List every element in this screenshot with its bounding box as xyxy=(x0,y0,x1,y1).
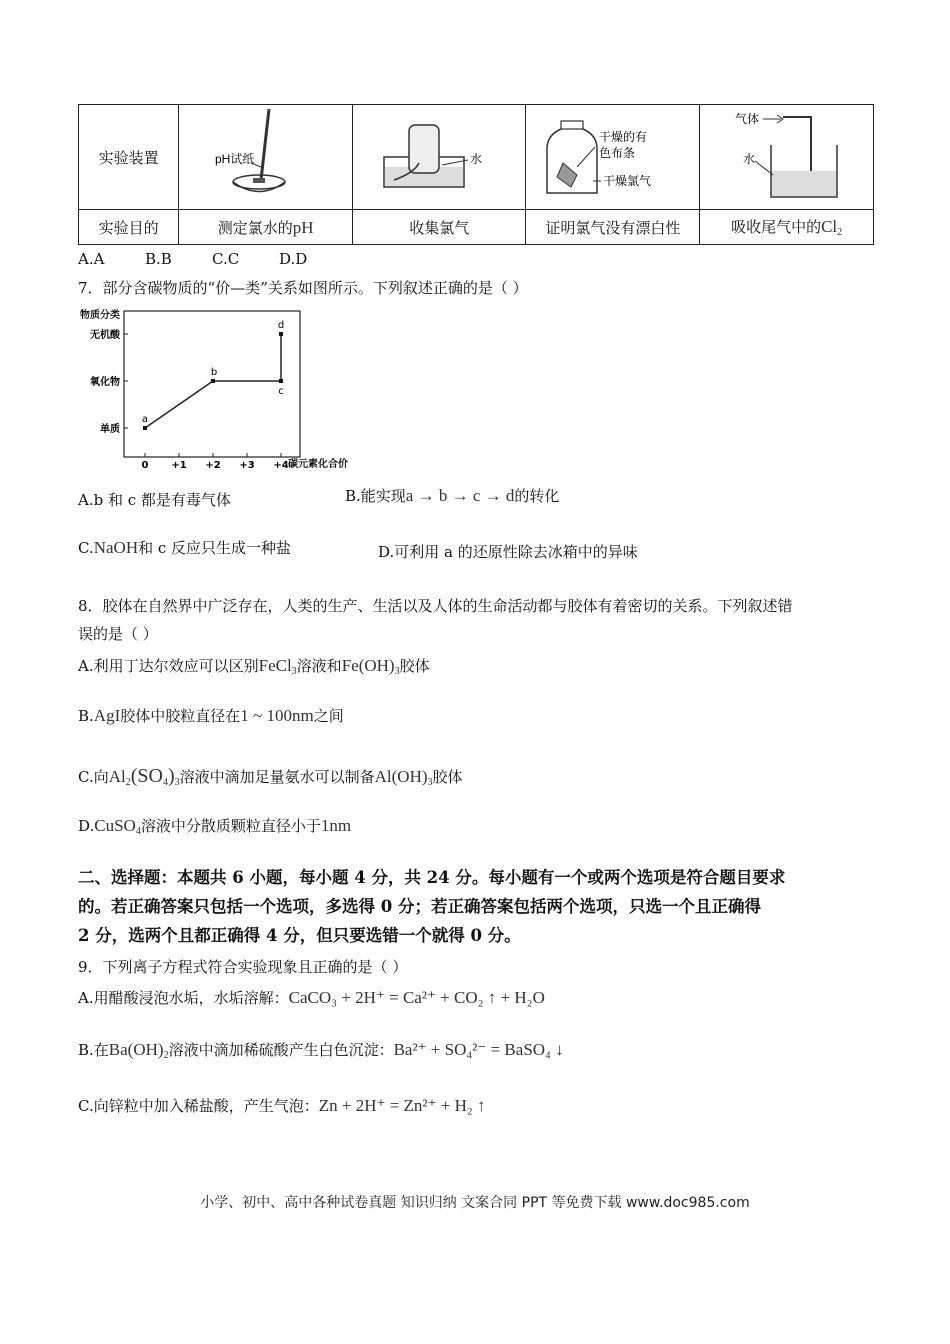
point-label-c: c xyxy=(278,386,284,397)
section2-line1: 二、选择题：本题共 6 小题，每小题 4 分，共 24 分。每小题有一个或两个选项是符合题目要求 xyxy=(78,868,786,887)
q9-stem: 9．下列离子方程式符合实验现象且正确的是（ ） xyxy=(78,958,408,976)
q8-option-a: A.利用丁达尔效应可以区别FeCl$_3$溶液和$Fe(OH)_3$胶体 xyxy=(78,656,430,677)
purpose-b: 收集氯气 xyxy=(352,210,526,245)
dry-chlorine-label: 干燥氯气 xyxy=(602,174,651,188)
purpose-d: 吸收尾气中的$Cl_2$ xyxy=(700,210,874,245)
data-point-a xyxy=(143,426,147,430)
purpose-a: 测定氯水的pH xyxy=(179,210,353,245)
q9-option-b: B.在$Ba(OH)_2$溶液中滴加稀硫酸产生白色沉淀：Ba²⁺ + SO₄²⁻ = BaSO₄ ↓ xyxy=(78,1040,564,1061)
data-point-b xyxy=(211,379,215,383)
q6-option-a: A.A xyxy=(78,250,105,268)
chart-frame xyxy=(124,311,300,457)
dry-cloth-label-top: 干燥的有 xyxy=(598,130,647,144)
row-header-apparatus: 实验装置 xyxy=(79,105,179,210)
q8-stem-line2: 误的是（ ） xyxy=(78,625,158,643)
apparatus-collect-chlorine xyxy=(352,105,526,210)
q7-option-d: D.可利用 a 的还原性除去冰箱中的异味 xyxy=(378,543,638,561)
y-category-label: 氧化物 xyxy=(90,377,120,388)
data-point-c xyxy=(279,379,283,383)
x-tick-label: +2 xyxy=(205,460,221,471)
point-label-b: b xyxy=(210,367,218,378)
q7-option-a: A.b 和 c 都是有毒气体 xyxy=(78,491,231,509)
q8-option-b: B.AgI胶体中胶粒直径在1 ~ 100nm之间 xyxy=(78,706,344,725)
gas-bottle-cloth-icon xyxy=(533,105,693,205)
y-category-label: 单质 xyxy=(100,424,120,435)
page-footer: 小学、初中、高中各种试卷真题 知识归纳 文案合同 PPT 等免费下载 www.doc985.com xyxy=(200,1195,750,1211)
apparatus-ph-test xyxy=(179,105,353,210)
q6-option-b: B.B xyxy=(145,250,172,268)
purpose-c: 证明氯气没有漂白性 xyxy=(526,210,700,245)
q7-stem: 7．部分含碳物质的“价—类”关系如图所示。下列叙述正确的是（ ） xyxy=(78,279,528,297)
point-label-a: a xyxy=(141,414,149,425)
apparatus-bleaching-test xyxy=(526,105,700,210)
x-tick-label: +1 xyxy=(171,460,187,471)
q6-option-d: D.D xyxy=(279,250,308,268)
ph-paper-dish-icon xyxy=(191,105,341,205)
section2-line2: 的。若正确答案只包括一个选项，多选得 0 分；若正确答案包括两个选项，只选一个且正确得 xyxy=(78,897,761,916)
y-category-label: 无机酸 xyxy=(90,330,120,341)
tail-gas-beaker-icon xyxy=(707,105,867,205)
data-point-d xyxy=(279,332,283,336)
x-tick-label: +4 xyxy=(273,460,289,471)
x-tick-label: +3 xyxy=(239,460,255,471)
section2-line3: 2 分，选两个且都正确得 4 分，但只要选错一个就得 0 分。 xyxy=(78,926,521,945)
chart-xlabel: 碳元素化合价 xyxy=(288,459,348,470)
dry-cloth-label-mid: 色布条 xyxy=(598,146,635,160)
chart-ylabel: 物质分类 xyxy=(80,310,120,321)
q8-option-c: C.向$Al_2(SO_4)_3$溶液中滴加足量氨水可以制备$Al(OH)_3$胶体 xyxy=(78,765,463,788)
q7-option-b: B.能实现a → b → c → d的转化 xyxy=(345,486,560,505)
point-label-d: d xyxy=(277,320,285,331)
gas-label: 气体 xyxy=(734,112,759,126)
q7-option-c: C.NaOH和 c 反应只生成一种盐 xyxy=(78,538,292,557)
q8-option-d: D.CuSO$_4$溶液中分散质颗粒直径小于1nm xyxy=(78,816,352,837)
gas-collection-trough-icon xyxy=(364,105,514,205)
water-label-d: 水 xyxy=(742,152,755,166)
water-label: 水 xyxy=(470,152,483,166)
apparatus-table xyxy=(78,104,874,245)
row-header-purpose: 实验目的 xyxy=(79,210,179,245)
carbon-valence-chart xyxy=(78,306,378,476)
x-tick-label: 0 xyxy=(141,460,149,471)
ph-paper-label: pH试纸 xyxy=(214,152,254,166)
q8-stem-line1: 8．胶体在自然界中广泛存在，人类的生产、生活以及人体的生命活动都与胶体有着密切的关系。下列叙述错 xyxy=(78,597,793,615)
apparatus-tail-gas xyxy=(700,105,874,210)
q9-option-c: C.向锌粒中加入稀盐酸，产生气泡：Zn + 2H⁺ = Zn²⁺ + H₂ ↑ xyxy=(78,1096,486,1115)
q9-option-a: A.用醋酸浸泡水垢，水垢溶解：CaCO₃ + 2H⁺ = Ca²⁺ + CO₂ ↑ + H₂O xyxy=(78,988,545,1007)
q6-option-c: C.C xyxy=(212,250,240,268)
